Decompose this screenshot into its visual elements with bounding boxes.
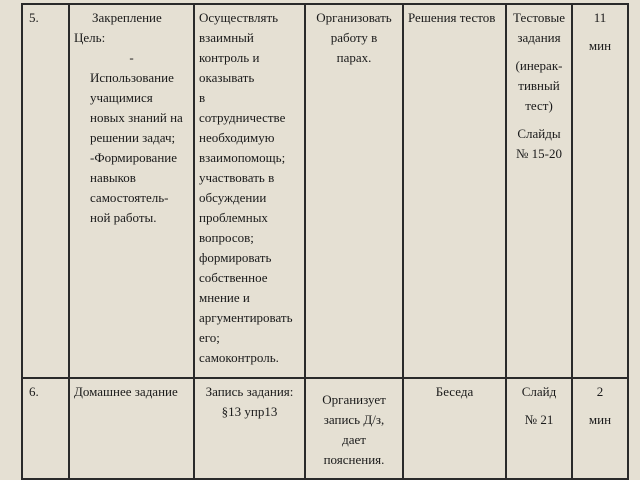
cell-student-activity: Беседа xyxy=(403,378,506,479)
time-value: 2 xyxy=(596,384,604,399)
cell-organization: Организовать работу в парах. xyxy=(305,4,403,378)
cell-materials: Тестовые задания (инерак- тивный тест) Слайды № 15-20 xyxy=(506,4,572,378)
cell-time xyxy=(572,378,628,479)
cell-stage-name xyxy=(69,4,194,378)
stage-title: Закрепление xyxy=(92,10,162,25)
cell-stage-number: 5. xyxy=(22,4,69,378)
lesson-plan-table xyxy=(21,3,629,480)
stage-title: Домашнее задание xyxy=(74,384,178,399)
cell-teacher-activity: Осуществлять взаимный контроль и оказывать в сотрудничестве необходимую взаимопомощь; участвовать в обсуждении проблемных вопросов; формировать собственное мнение и аргументировать его; самоконтроль. xyxy=(194,4,305,378)
cell-stage-number: 6. xyxy=(22,378,69,479)
time-value: 11 xyxy=(593,10,607,25)
time-unit: мин xyxy=(588,38,612,53)
table-row xyxy=(22,378,628,479)
goal-list: Использование учащимися новых знаний на решении задач; -Формирование навыков самостоятель- ной работы. xyxy=(90,70,183,225)
cell-time xyxy=(572,4,628,378)
goal-label: Цель: xyxy=(74,30,106,45)
cell-materials: Слайд № 21 xyxy=(506,378,572,479)
table-row xyxy=(22,4,628,378)
time-unit: мин xyxy=(588,412,612,427)
goal-dash: - xyxy=(129,50,134,65)
cell-organization: Организует запись Д/з, дает пояснения. xyxy=(305,378,403,479)
cell-teacher-activity: Запись задания: §13 упр13 xyxy=(194,378,305,479)
cell-stage-name xyxy=(69,378,194,479)
cell-student-activity: Решения тестов xyxy=(403,4,506,378)
